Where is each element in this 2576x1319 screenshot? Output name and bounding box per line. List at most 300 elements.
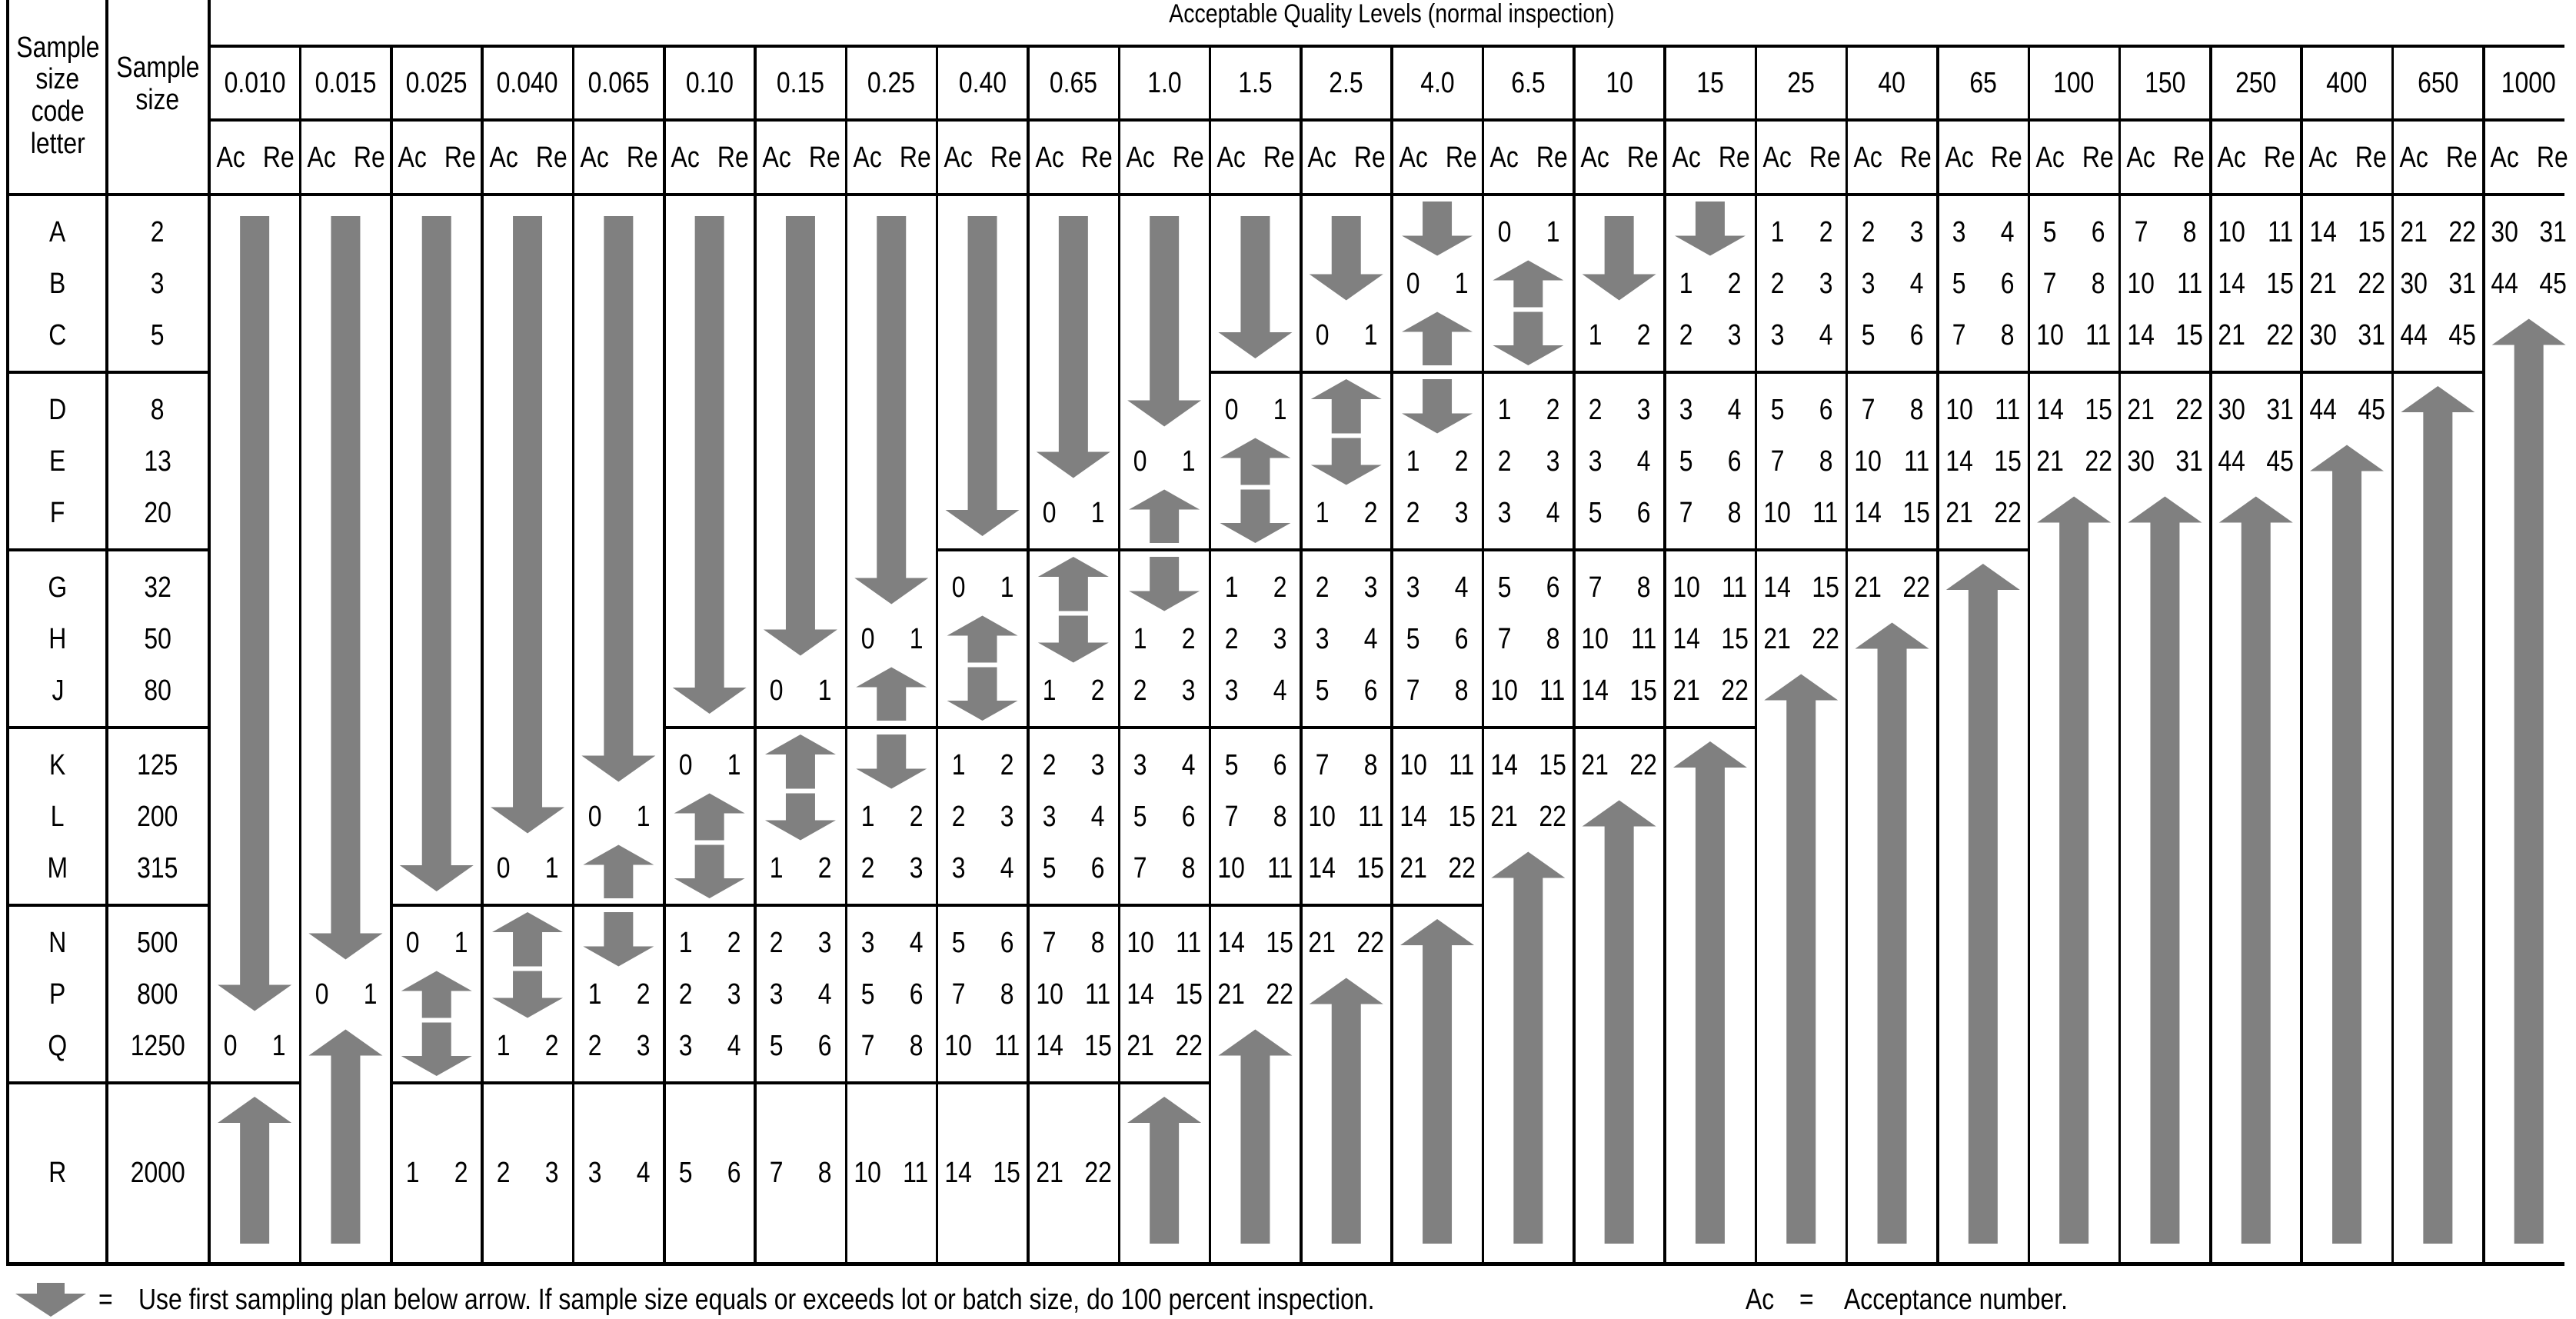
acceptance-number-text: 2: [1497, 445, 1512, 478]
rejection-number-text: 6: [1363, 674, 1378, 707]
acceptance-number-text: 3: [678, 1030, 693, 1062]
aql-column-header-text: 0.10: [685, 67, 734, 99]
up-arrow-icon: [1764, 674, 1838, 1244]
legend-ac-equals: [1799, 1281, 1816, 1319]
rejection-number-text: 15: [1356, 852, 1385, 884]
acceptance-number-text: 3: [1679, 394, 1693, 426]
rejection-number-text: 6: [1273, 749, 1287, 781]
code-letter-text: D: [48, 394, 67, 426]
legend-arrow-equals: [98, 1281, 115, 1319]
ac-header-text: Ac: [1307, 142, 1337, 174]
up-arrow-icon: [218, 1097, 291, 1244]
code-letter-header-line-text: code: [31, 95, 85, 128]
acceptance-number-text: 5: [1861, 319, 1875, 351]
legend-ac-description-text: Acceptance number.: [1844, 1284, 2068, 1316]
rejection-number-text: 15: [1175, 978, 1203, 1011]
aql-column-header-text: 0.040: [497, 67, 558, 99]
code-letter-header-line-text: Sample: [15, 32, 100, 64]
acceptance-number-text: 7: [769, 1157, 784, 1189]
aql-column-header-text: 650: [2417, 67, 2458, 99]
rejection-number-text: 22: [1083, 1157, 1112, 1189]
rejection-number-text: 4: [909, 927, 923, 959]
up-arrow-icon: [2037, 497, 2111, 1244]
re-header-text: Re: [1627, 142, 1659, 174]
sample-size-text: 1250: [130, 1030, 185, 1062]
acceptance-number-text: 7: [1133, 852, 1147, 884]
ac-header-text: Ac: [1580, 142, 1610, 174]
acceptance-number-text: 3: [1042, 801, 1057, 833]
rejection-number-text: 2: [1090, 674, 1105, 707]
up-arrow-icon: [1400, 919, 1474, 1244]
acceptance-number-text: 3: [1406, 571, 1420, 604]
acceptance-number-text: 0: [497, 852, 511, 884]
code-letter-text: L: [51, 801, 65, 833]
down-arrow-icon: [400, 216, 474, 891]
rejection-number-text: 4: [727, 1030, 741, 1062]
rejection-number-text: 1: [1455, 268, 1469, 300]
acceptance-number-text: 21: [1490, 801, 1518, 833]
acceptance-number-text: 7: [1861, 394, 1875, 426]
sample-size-text: 50: [144, 623, 171, 655]
aql-column-header-text: 0.065: [587, 67, 650, 99]
rejection-number-text: 11: [1266, 852, 1293, 884]
acceptance-number-text: 2: [1133, 674, 1147, 707]
re-header-text: Re: [990, 142, 1022, 174]
rejection-number-text: 15: [2175, 319, 2204, 351]
acceptance-number-text: 5: [1588, 497, 1603, 529]
aql-column-header-text: 6.5: [1511, 67, 1546, 99]
rejection-number-text: 6: [1636, 497, 1651, 529]
rejection-number-text: 4: [1000, 852, 1014, 884]
rejection-number-text: 1: [454, 927, 468, 959]
up-arrow-icon: [1129, 490, 1200, 544]
code-letter-text: F: [50, 497, 65, 529]
rejection-number-text: 15: [2266, 268, 2295, 300]
rejection-number-text: 31: [2358, 319, 2385, 351]
acceptance-number-text: 14: [1217, 927, 1246, 959]
up-arrow-icon: [1402, 312, 1473, 366]
ac-header-text: Ac: [1853, 142, 1883, 174]
acceptance-number-text: 30: [2309, 319, 2337, 351]
rejection-number-text: 4: [1909, 268, 1924, 300]
aql-column-header-text: 0.65: [1049, 67, 1097, 99]
acceptance-number-text: 14: [1035, 1030, 1063, 1062]
rejection-number-text: 4: [1182, 749, 1196, 781]
acceptance-number-text: 21: [1581, 749, 1609, 781]
acceptance-number-text: 3: [1315, 623, 1330, 655]
aql-column-header-text: 10: [1605, 67, 1633, 99]
rejection-number-text: 22: [2448, 216, 2476, 248]
acceptance-number-text: 1: [1497, 394, 1512, 426]
re-header-text: Re: [2172, 142, 2205, 174]
ac-header-text: Ac: [2035, 142, 2065, 174]
rejection-number-text: 4: [1546, 497, 1560, 529]
code-letter-text: R: [48, 1157, 67, 1189]
re-header-text: Re: [262, 142, 295, 174]
rejection-number-text: 4: [636, 1157, 651, 1189]
acceptance-number-text: 0: [678, 749, 693, 781]
acceptance-number-text: 5: [1224, 749, 1239, 781]
sample-size-text: 5: [151, 319, 165, 351]
legend-down-arrow-icon: [15, 1283, 86, 1317]
acceptance-number-text: 44: [2400, 319, 2428, 351]
rejection-number-text: 8: [909, 1030, 923, 1062]
acceptance-number-text: 1: [951, 749, 966, 781]
rejection-number-text: 11: [1176, 927, 1202, 959]
acceptance-number-text: 5: [1042, 852, 1057, 884]
acceptance-number-text: 10: [2036, 319, 2064, 351]
rejection-number-text: 22: [2358, 268, 2385, 300]
re-header-text: Re: [1172, 142, 1204, 174]
sample-size-text: 3: [151, 268, 165, 300]
acceptance-number-text: 5: [860, 978, 874, 1011]
aql-column-header-text: 0.25: [867, 67, 916, 99]
sample-size-header-line-text: size: [135, 84, 180, 116]
acceptance-number-text: 21: [1217, 978, 1246, 1011]
up-arrow-icon: [2310, 445, 2384, 1244]
re-header-text: Re: [1354, 142, 1386, 174]
rejection-number-text: 22: [1266, 978, 1294, 1011]
acceptance-number-text: 14: [1127, 978, 1154, 1011]
up-arrow-icon: [1583, 801, 1656, 1244]
acceptance-number-text: 7: [1497, 623, 1512, 655]
acceptance-number-text: 7: [951, 978, 966, 1011]
code-letter-header-line-text: letter: [30, 128, 85, 160]
aql-column-header-text: 1000: [2501, 67, 2557, 99]
down-arrow-icon: [1038, 616, 1109, 663]
ac-header-text: Ac: [2490, 142, 2520, 174]
acceptance-number-text: 7: [1224, 801, 1239, 833]
re-header-text: Re: [1536, 142, 1568, 174]
acceptance-number-text: 2: [1861, 216, 1875, 248]
acceptance-number-text: 7: [1588, 571, 1603, 604]
ac-header-text: Ac: [944, 142, 973, 174]
re-header-text: Re: [1991, 142, 2023, 174]
down-arrow-icon: [673, 216, 747, 714]
legend-ac-label-text: Ac: [1746, 1284, 1775, 1316]
acceptance-number-text: 0: [1406, 268, 1420, 300]
acceptance-number-text: 1: [1315, 497, 1330, 529]
rejection-number-text: 8: [1455, 674, 1469, 707]
up-arrow-icon: [1127, 1097, 1201, 1244]
rejection-number-text: 8: [1819, 445, 1832, 478]
ac-header-text: Ac: [1945, 142, 1974, 174]
acceptance-number-text: 10: [1490, 674, 1518, 707]
rejection-number-text: 1: [727, 749, 741, 781]
rejection-number-text: 15: [1629, 674, 1658, 707]
rejection-number-text: 45: [2539, 268, 2568, 300]
rejection-number-text: 2: [817, 852, 832, 884]
acceptance-number-text: 5: [1770, 394, 1784, 426]
rejection-number-text: 22: [2266, 319, 2295, 351]
legend-arrow-description: [138, 1281, 1610, 1319]
rejection-number-text: 3: [1636, 394, 1651, 426]
acceptance-number-text: 1: [769, 852, 784, 884]
acceptance-number-text: 1: [1406, 445, 1420, 478]
down-arrow-icon: [1675, 202, 1746, 256]
rejection-number-text: 11: [1085, 978, 1111, 1011]
acceptance-number-text: 7: [1315, 749, 1330, 781]
acceptance-number-text: 2: [1315, 571, 1330, 604]
rejection-number-text: 22: [1356, 927, 1385, 959]
re-header-text: Re: [535, 142, 567, 174]
acceptance-number-text: 1: [860, 801, 874, 833]
rejection-number-text: 1: [1273, 394, 1287, 426]
rejection-number-text: 4: [1090, 801, 1105, 833]
rejection-number-text: 6: [817, 1030, 832, 1062]
rejection-number-text: 11: [1722, 571, 1748, 604]
acceptance-number-text: 5: [1315, 674, 1330, 707]
acceptance-number-text: 2: [497, 1157, 511, 1189]
acceptance-number-text: 3: [1770, 319, 1784, 351]
rejection-number-text: 6: [2092, 216, 2105, 248]
code-letter-text: Q: [48, 1030, 68, 1062]
down-arrow-icon: [946, 216, 1020, 536]
code-letter-text: G: [48, 571, 68, 604]
rejection-number-text: 2: [1363, 497, 1378, 529]
acceptance-number-text: 3: [951, 852, 966, 884]
rejection-number-text: 3: [545, 1157, 559, 1189]
acceptance-number-text: 3: [1224, 674, 1239, 707]
acceptance-number-text: 10: [854, 1157, 881, 1189]
acceptance-number-text: 2: [1406, 497, 1420, 529]
up-arrow-icon: [1220, 438, 1290, 485]
aql-column-header-text: 0.015: [315, 67, 377, 99]
ac-header-text: Ac: [2308, 142, 2338, 174]
rejection-number-text: 1: [545, 852, 559, 884]
rejection-number-text: 8: [2092, 268, 2105, 300]
ac-header-text: Ac: [1672, 142, 1701, 174]
acceptance-number-text: 10: [1763, 497, 1791, 529]
ac-header-text: Ac: [1216, 142, 1246, 174]
rejection-number-text: 8: [1636, 571, 1651, 604]
re-header-text: Re: [717, 142, 749, 174]
up-arrow-icon: [1310, 978, 1383, 1244]
down-arrow-icon: [947, 668, 1018, 721]
rejection-number-text: 11: [993, 1030, 1020, 1062]
legend-ac-label: [1746, 1281, 1779, 1319]
rejection-number-text: 15: [1993, 445, 2022, 478]
acceptance-number-text: 3: [587, 1157, 602, 1189]
rejection-number-text: 1: [636, 801, 651, 833]
ac-header-text: Ac: [671, 142, 701, 174]
up-arrow-icon: [856, 668, 927, 721]
rejection-number-text: 2: [1546, 394, 1560, 426]
ac-header-text: Ac: [1126, 142, 1155, 174]
acceptance-number-text: 21: [2127, 394, 2155, 426]
rejection-number-text: 1: [1090, 497, 1105, 529]
rejection-number-text: 4: [2000, 216, 2015, 248]
down-arrow-icon: [218, 216, 291, 1011]
rejection-number-text: 2: [454, 1157, 468, 1189]
legend-arrow-description-text: Use first sampling plan below arrow. If sample size equals or exceeds lot or batch size, do 100 percent inspection.: [138, 1284, 1375, 1316]
aql-column-header-text: 65: [1969, 67, 1997, 99]
rejection-number-text: 22: [2085, 445, 2112, 478]
acceptance-number-text: 5: [1952, 268, 1966, 300]
legend-arrow-equals-text: =: [98, 1284, 113, 1316]
rejection-number-text: 11: [1358, 801, 1384, 833]
aql-column-header-text: 0.40: [958, 67, 1007, 99]
acceptance-number-text: 5: [1406, 623, 1420, 655]
acceptance-number-text: 3: [1861, 268, 1875, 300]
rejection-number-text: 45: [2448, 319, 2476, 351]
acceptance-number-text: 2: [1588, 394, 1603, 426]
acceptance-number-text: 7: [1406, 674, 1420, 707]
acceptance-number-text: 7: [2134, 216, 2148, 248]
aql-column-header-text: 1.5: [1238, 67, 1273, 99]
acceptance-number-text: 10: [1217, 852, 1246, 884]
rejection-number-text: 4: [817, 978, 832, 1011]
up-arrow-icon: [765, 734, 836, 789]
up-arrow-icon: [1493, 261, 1563, 308]
acceptance-number-text: 10: [2218, 216, 2246, 248]
rejection-number-text: 3: [1455, 497, 1469, 529]
acceptance-number-text: 0: [405, 927, 420, 959]
re-header-text: Re: [899, 142, 931, 174]
code-letter-text: H: [48, 623, 67, 655]
acceptance-number-text: 0: [1497, 216, 1512, 248]
re-header-text: Re: [444, 142, 476, 174]
rejection-number-text: 11: [903, 1157, 929, 1189]
acceptance-number-text: 14: [2309, 216, 2337, 248]
rejection-number-text: 15: [1266, 927, 1294, 959]
rejection-number-text: 6: [2000, 268, 2015, 300]
rejection-number-text: 3: [909, 852, 923, 884]
ac-header-text: Ac: [398, 142, 428, 174]
table-title-text: Acceptable Quality Levels (normal inspection): [1169, 0, 1615, 28]
rejection-number-text: 2: [1000, 749, 1014, 781]
acceptance-number-text: 0: [1315, 319, 1330, 351]
sample-size-text: 2: [151, 216, 165, 248]
re-header-text: Re: [2082, 142, 2114, 174]
acceptance-number-text: 7: [1042, 927, 1057, 959]
rejection-number-text: 8: [1182, 852, 1196, 884]
up-arrow-icon: [401, 971, 472, 1018]
rejection-number-text: 11: [1995, 394, 2021, 426]
up-arrow-icon: [1311, 379, 1382, 434]
up-arrow-icon: [2492, 319, 2566, 1244]
rejection-number-text: 2: [1273, 571, 1287, 604]
acceptance-number-text: 5: [951, 927, 966, 959]
rejection-number-text: 8: [1000, 978, 1014, 1011]
code-letter-text: M: [47, 852, 68, 884]
acceptance-number-text: 21: [1945, 497, 1973, 529]
re-header-text: Re: [1718, 142, 1750, 174]
re-header-text: Re: [1263, 142, 1295, 174]
rejection-number-text: 8: [1090, 927, 1105, 959]
ac-header-text: Ac: [853, 142, 882, 174]
re-header-text: Re: [626, 142, 658, 174]
acceptance-number-text: 14: [2127, 319, 2155, 351]
up-arrow-icon: [1673, 741, 1747, 1244]
rejection-number-text: 3: [636, 1030, 651, 1062]
rejection-number-text: 2: [1819, 216, 1832, 248]
re-header-text: Re: [2537, 142, 2568, 174]
down-arrow-icon: [491, 216, 564, 834]
acceptance-number-text: 10: [1399, 749, 1427, 781]
ac-header-text: Ac: [580, 142, 609, 174]
acceptance-number-text: 21: [2218, 319, 2246, 351]
rejection-number-text: 22: [1721, 674, 1749, 707]
rejection-number-text: 4: [1455, 571, 1469, 604]
acceptance-number-text: 0: [1042, 497, 1057, 529]
legend-ac-equals-text: =: [1799, 1284, 1814, 1316]
rejection-number-text: 22: [1629, 749, 1658, 781]
rejection-number-text: 3: [1909, 216, 1924, 248]
acceptance-number-text: 14: [1945, 445, 1973, 478]
rejection-number-text: 11: [2268, 216, 2294, 248]
up-arrow-icon: [1491, 852, 1565, 1244]
acceptance-number-text: 44: [2218, 445, 2246, 478]
rejection-number-text: 2: [636, 978, 651, 1011]
ac-header-text: Ac: [1035, 142, 1064, 174]
up-arrow-icon: [2401, 386, 2474, 1244]
aql-column-header-text: 250: [2235, 67, 2277, 99]
code-letter-text: P: [49, 978, 66, 1011]
ac-header-text: Ac: [216, 142, 245, 174]
rejection-number-text: 15: [993, 1157, 1021, 1189]
acceptance-number-text: 14: [1763, 571, 1791, 604]
rejection-number-text: 31: [2539, 216, 2568, 248]
acceptance-number-text: 44: [2309, 394, 2337, 426]
rejection-number-text: 31: [2266, 394, 2295, 426]
rejection-number-text: 2: [1727, 268, 1742, 300]
rejection-number-text: 3: [817, 927, 832, 959]
acceptance-number-text: 21: [1854, 571, 1882, 604]
acceptance-number-text: 0: [587, 801, 602, 833]
acceptance-number-text: 5: [2043, 216, 2057, 248]
acceptance-number-text: 10: [1308, 801, 1336, 833]
acceptance-number-text: 30: [2491, 216, 2519, 248]
up-arrow-icon: [1038, 557, 1109, 611]
acceptance-number-text: 30: [2400, 268, 2428, 300]
acceptance-number-text: 21: [1308, 927, 1336, 959]
rejection-number-text: 15: [2358, 216, 2385, 248]
rejection-number-text: 6: [1727, 445, 1742, 478]
acceptance-number-text: 0: [1224, 394, 1239, 426]
down-arrow-icon: [1127, 216, 1201, 427]
down-arrow-icon: [1129, 557, 1200, 611]
acceptance-number-text: 3: [769, 978, 784, 1011]
aql-column-header-text: 4.0: [1419, 67, 1455, 99]
rejection-number-text: 8: [2000, 319, 2015, 351]
acceptance-number-text: 21: [2036, 445, 2064, 478]
acceptance-number-text: 7: [2043, 268, 2057, 300]
ac-header-text: Ac: [1762, 142, 1792, 174]
acceptance-number-text: 7: [1679, 497, 1693, 529]
acceptance-number-text: 0: [1133, 445, 1147, 478]
rejection-number-text: 6: [1455, 623, 1469, 655]
acceptance-number-text: 10: [1127, 927, 1154, 959]
acceptance-number-text: 10: [1581, 623, 1609, 655]
rejection-number-text: 6: [1182, 801, 1196, 833]
acceptance-number-text: 0: [315, 978, 329, 1011]
rejection-number-text: 3: [1727, 319, 1742, 351]
code-letter-text: A: [49, 216, 66, 248]
aql-column-header-text: 2.5: [1329, 67, 1363, 99]
rejection-number-text: 2: [727, 927, 741, 959]
rejection-number-text: 1: [909, 623, 923, 655]
rejection-number-text: 11: [2176, 268, 2202, 300]
code-letter-text: C: [48, 319, 67, 351]
acceptance-number-text: 21: [1672, 674, 1700, 707]
acceptance-number-text: 10: [2127, 268, 2155, 300]
acceptance-number-text: 14: [1672, 623, 1700, 655]
rejection-number-text: 3: [1363, 571, 1378, 604]
down-arrow-icon: [583, 912, 654, 967]
up-arrow-icon: [1946, 564, 2020, 1244]
acceptance-number-text: 5: [1497, 571, 1512, 604]
